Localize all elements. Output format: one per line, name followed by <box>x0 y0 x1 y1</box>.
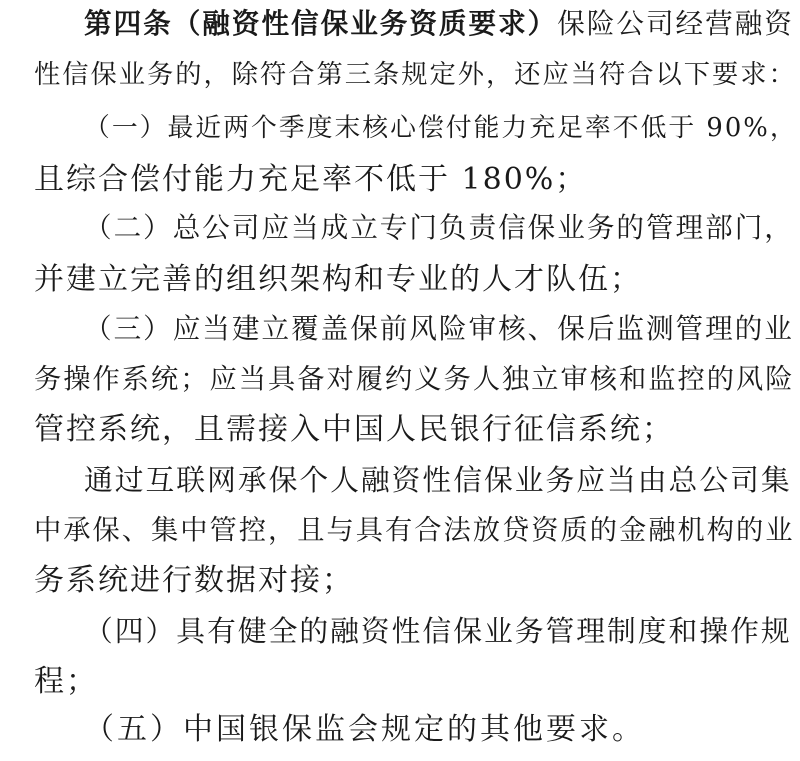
article-line-13: （四）具有健全的融资性信保业务管理制度和操作规 <box>84 614 792 648</box>
article-line-12: 务系统进行数据对接； <box>34 563 354 598</box>
article-line-1 <box>84 6 794 42</box>
article-line-2: 性信保业务的，除符合第三条规定外，还应当符合以下要求： <box>34 60 797 90</box>
article-line-5: （二）总公司应当成立专门负责信保业务的管理部门， <box>84 211 794 244</box>
article-line-11: 中承保、集中管控，且与具有合法放贷资质的金融机构的业 <box>34 515 795 546</box>
article-line-3: （一）最近两个季度末核心偿付能力充足率不低于 90%， <box>84 113 798 143</box>
article-line-15: （五）中国银保监会规定的其他要求。 <box>84 712 645 747</box>
article-heading: 第四条（融资性信保业务资质要求） <box>84 7 558 40</box>
article-line-9: 管控系统，且需接入中国人民银行征信系统； <box>34 412 674 447</box>
article-line-8: 务操作系统；应当具备对履约义务人独立审核和监控的风险 <box>34 364 795 395</box>
article-line-1-text: 保险公司经营融资 <box>557 7 794 40</box>
article-line-10: 通过互联网承保个人融资性信保业务应当由总公司集 <box>84 463 792 497</box>
article-line-4: 且综合偿付能力充足率不低于 180%； <box>34 162 588 197</box>
article-line-14: 程； <box>34 664 98 699</box>
article-line-6: 并建立完善的组织架构和专业的人才队伍； <box>34 262 642 297</box>
article-line-7: （三）应当建立覆盖保前风险审核、保后监测管理的业 <box>84 312 794 345</box>
